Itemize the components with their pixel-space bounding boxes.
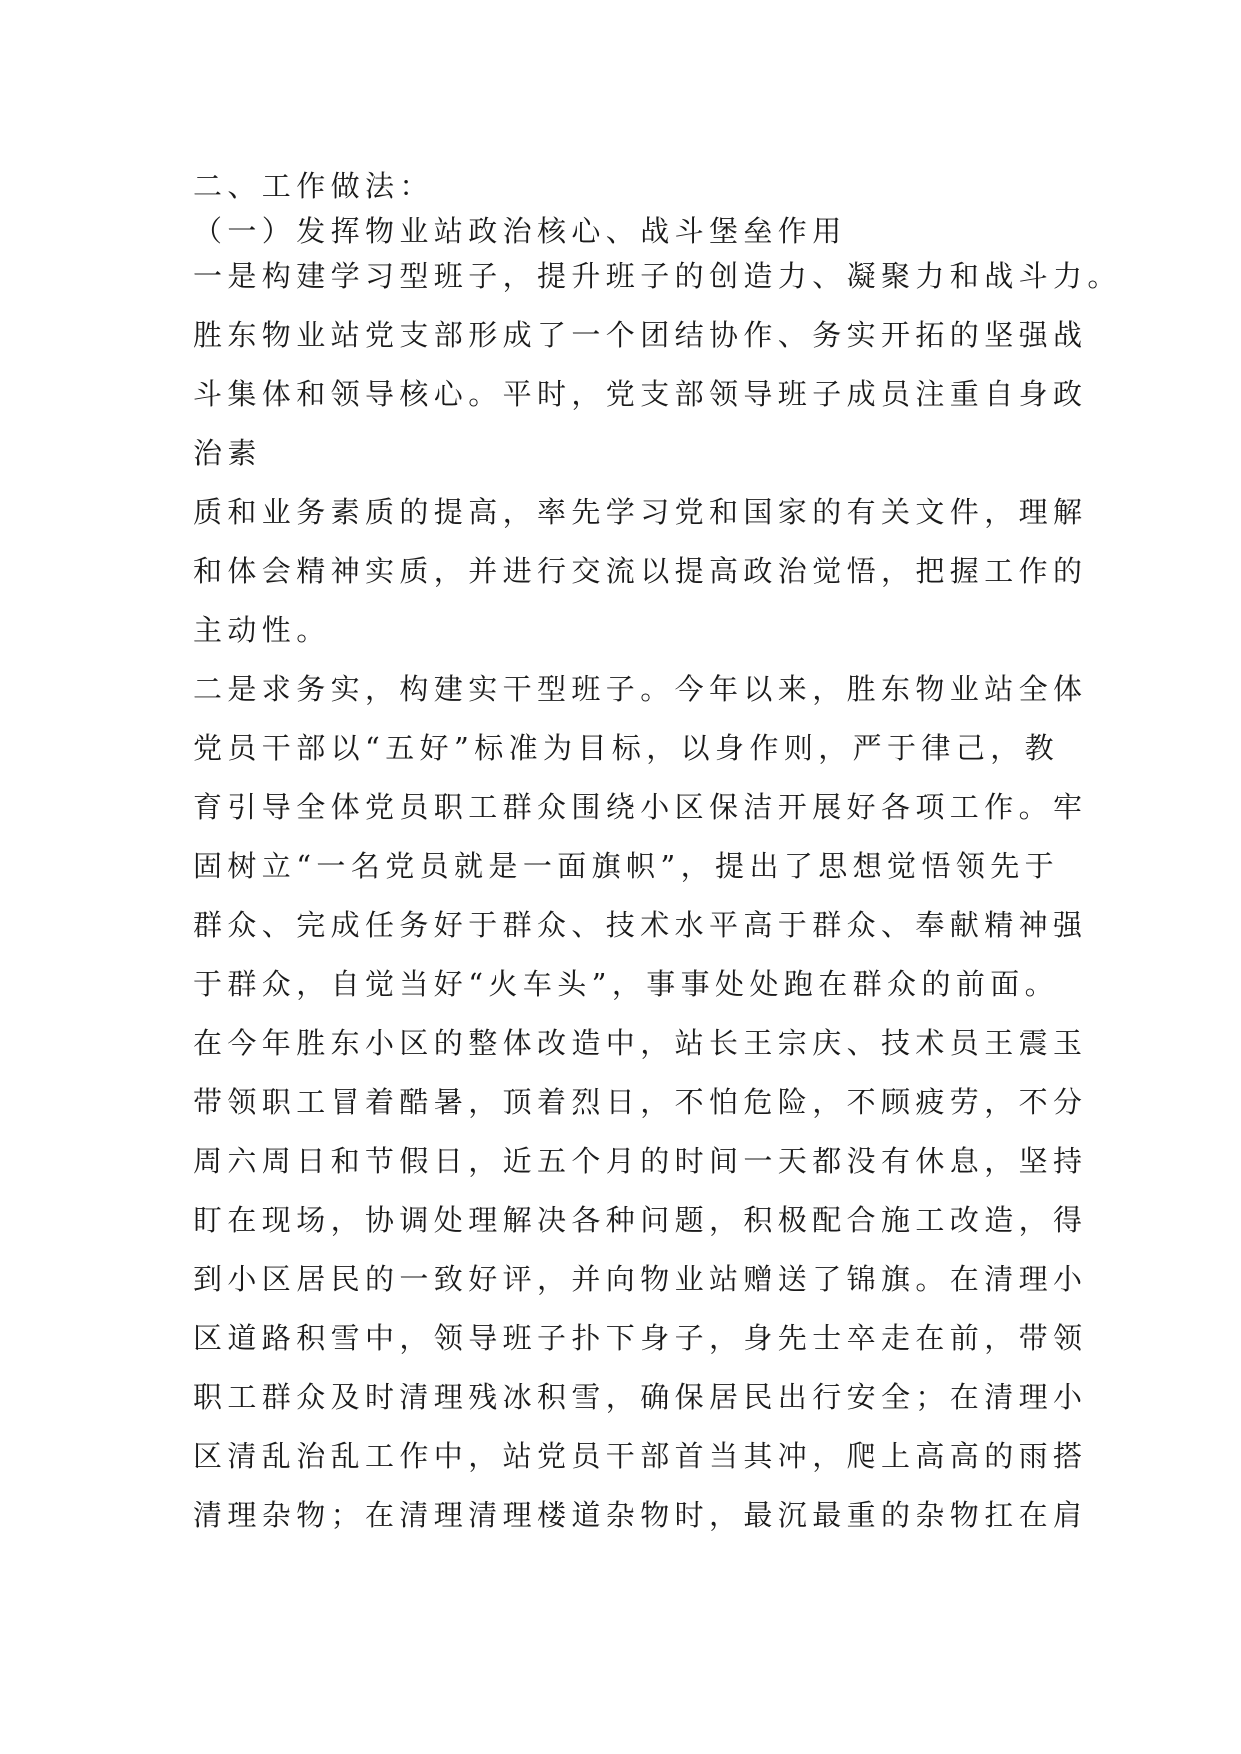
text-line: 党员干部以“五好”标准为目标，以身作则，严于律己，教 (193, 731, 1060, 765)
text-line: 二是求务实，构建实干型班子。今年以来，胜东物业站全体 (193, 672, 1088, 706)
text-line: 治素 (193, 436, 262, 470)
subsection-heading: （一）发挥物业站政治核心、战斗堡垒作用 (193, 214, 847, 248)
text-line: 到小区居民的一致好评，并向物业站赠送了锦旗。在清理小 (193, 1262, 1088, 1296)
text-line: 职工群众及时清理残冰积雪，确保居民出行安全；在清理小 (193, 1380, 1088, 1414)
text-line: 盯在现场，协调处理解决各种问题，积极配合施工改造，得 (193, 1203, 1088, 1237)
text-line: 胜东物业站党支部形成了一个团结协作、务实开拓的坚强战 (193, 318, 1088, 352)
text-line: 区道路积雪中，领导班子扑下身子，身先士卒走在前，带领 (193, 1321, 1088, 1355)
text-line: 主动性。 (193, 613, 331, 647)
text-line: 周六周日和节假日，近五个月的时间一天都没有休息，坚持 (193, 1144, 1088, 1178)
text-line: 于群众，自觉当好“火车头”，事事处处跑在群众的前面。 (193, 967, 1060, 1001)
text-line: 区清乱治乱工作中，站党员干部首当其冲，爬上高高的雨搭 (193, 1439, 1088, 1473)
text-line: 一是构建学习型班子，提升班子的创造力、凝聚力和战斗力。 (193, 259, 1122, 293)
section-heading: 二、工作做法： (193, 169, 434, 203)
document-page (193, 166, 1122, 1554)
text-line: 育引导全体党员职工群众围绕小区保洁开展好各项工作。牢 (193, 790, 1088, 824)
text-line: 在今年胜东小区的整体改造中，站长王宗庆、技术员王震玉 (193, 1026, 1088, 1060)
text-line: 固树立“一名党员就是一面旗帜”，提出了思想觉悟领先于 (193, 849, 1060, 883)
text-line: 群众、完成任务好于群众、技术水平高于群众、奉献精神强 (193, 908, 1088, 942)
text-line: 和体会精神实质，并进行交流以提高政治觉悟，把握工作的 (193, 554, 1088, 588)
text-line: 斗集体和领导核心。平时，党支部领导班子成员注重自身政 (193, 377, 1088, 411)
text-line: 清理杂物；在清理清理楼道杂物时，最沉最重的杂物扛在肩 (193, 1498, 1088, 1532)
text-line: 质和业务素质的提高，率先学习党和国家的有关文件，理解 (193, 495, 1088, 529)
text-line: 带领职工冒着酷暑，顶着烈日，不怕危险，不顾疲劳，不分 (193, 1085, 1088, 1119)
